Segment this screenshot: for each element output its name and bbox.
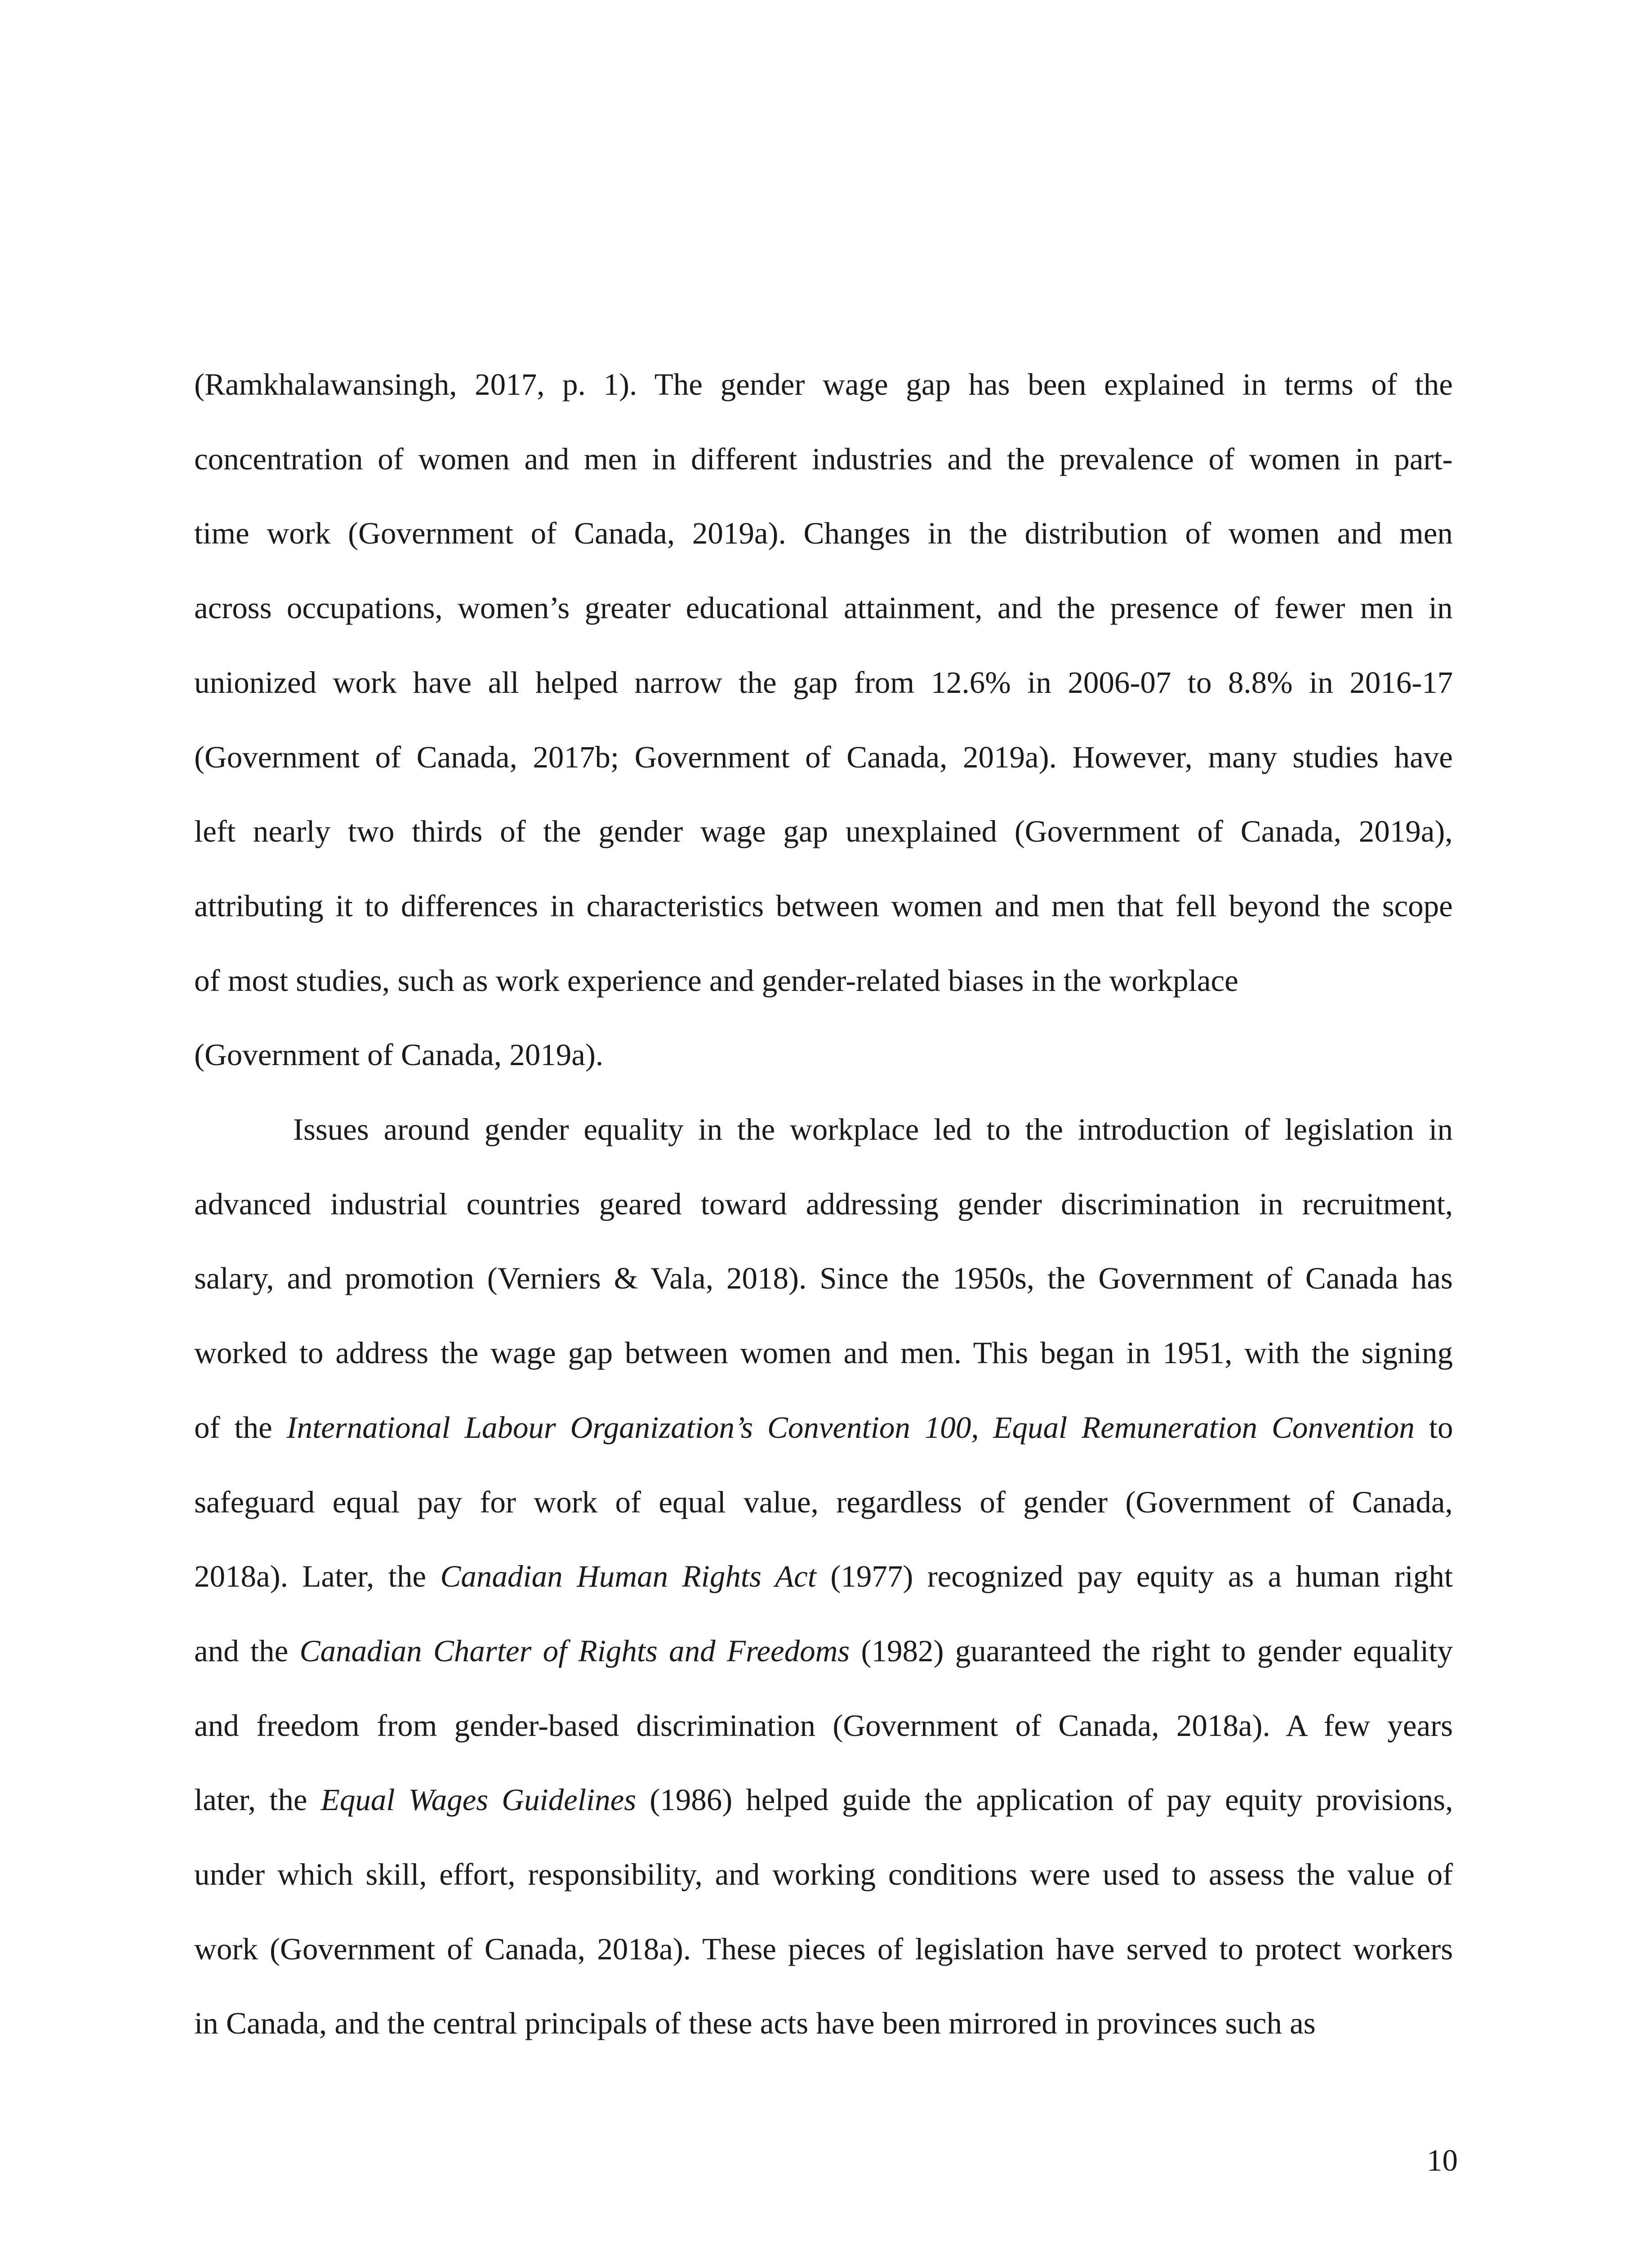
paragraph-2-line [194,1182,1453,1227]
text-run: 2018a). Later, the [194,1559,441,1594]
text-run: Issues around gender equality in the workplace led to the introduction of legislation in [293,1112,1453,1146]
text-run: of most studies, such as work experience and gender-related biases in the workplace [194,963,1238,998]
paragraph-2-line [194,1256,1453,1301]
text-run: and the [194,1633,300,1668]
paragraph-2-line [194,1554,1453,1599]
paragraph-2-line [194,1927,1453,1971]
paragraph-1-line [194,585,1453,630]
text-run: (1977) recognized pay equity as a human right [816,1559,1453,1594]
text-run: (Government of Canada, 2017b; Government of Canada, 2019a). However, many studies have [194,740,1453,774]
paragraph-1-line [194,958,1238,1003]
text-run: across occupations, women’s greater educational attainment, and the presence of fewer men in [194,591,1453,625]
text-run: left nearly two thirds of the gender wage gap unexplained (Government of Canada, 2019a), [194,814,1453,849]
text-run: attributing it to differences in characteristics between women and men that fell beyond the scope [194,888,1453,923]
paragraph-1-line [194,362,1453,407]
italic-title: International Labour Organization’s Convention 100, Equal Remuneration Convention [286,1410,1415,1445]
text-run: of the [194,1410,287,1445]
paragraph-1-line [194,735,1453,780]
text-run: advanced industrial countries geared toward addressing gender discrimination in recruitment, [194,1186,1453,1221]
paragraph-2-line [194,1330,1453,1375]
paragraph-2-line [194,1777,1453,1822]
text-run: work (Government of Canada, 2018a). These pieces of legislation have served to protect workers [194,1931,1453,1966]
paragraph-2-line [194,1703,1453,1748]
paragraph-1-line [194,511,1453,556]
text-run: safeguard equal pay for work of equal value, regardless of gender (Government of Canada, [194,1485,1453,1519]
text-run: concentration of women and men in different industries and the prevalence of women in part- [194,442,1453,476]
paragraph-1-line [194,809,1453,854]
italic-title: Canadian Human Rights Act [440,1559,816,1594]
italic-title: Equal Wages Guidelines [321,1783,637,1817]
paragraph-1-line [194,660,1453,705]
text-run: (Government of Canada, 2019a). [194,1038,604,1072]
text-run: later, the [194,1783,321,1817]
paragraph-2-line [194,1480,1453,1525]
text-run: worked to address the wage gap between women and men. This began in 1951, with the signing [194,1336,1453,1370]
text-run: under which skill, effort, responsibility, and working conditions were used to assess the value of [194,1857,1453,1891]
text-run: time work (Government of Canada, 2019a). Changes in the distribution of women and men [194,516,1453,551]
text-run: in Canada, and the central principals of these acts have been mirrored in provinces such as [194,2006,1316,2041]
paragraph-2-line [293,1107,1453,1152]
text-run: unionized work have all helped narrow the gap from 12.6% in 2006-07 to 8.8% in 2016-17 [194,665,1453,700]
paragraph-1-line [194,437,1453,482]
page-number: 10 [1427,2143,1458,2177]
paragraph-1-line [194,883,1453,928]
text-run: and freedom from gender-based discrimination (Government of Canada, 2018a). A few years [194,1708,1453,1743]
paragraph-2-line [194,1405,1453,1450]
text-run: (Ramkhalawansingh, 2017, p. 1). The gender wage gap has been explained in terms of the [194,367,1453,401]
italic-title: Canadian Charter of Rights and Freedoms [299,1633,850,1668]
paragraph-2-line [194,2001,1316,2046]
paragraph-2-line [194,1628,1453,1673]
paragraph-1-line [194,1032,603,1077]
text-run: to [1414,1410,1453,1445]
text-run: (1986) helped guide the application of pay equity provisions, [636,1783,1453,1817]
text-run: (1982) guaranteed the right to gender equality [850,1633,1453,1668]
text-run: salary, and promotion (Verniers & Vala, 2018). Since the 1950s, the Government of Canada has [194,1261,1453,1296]
paragraph-2-line [194,1852,1453,1897]
